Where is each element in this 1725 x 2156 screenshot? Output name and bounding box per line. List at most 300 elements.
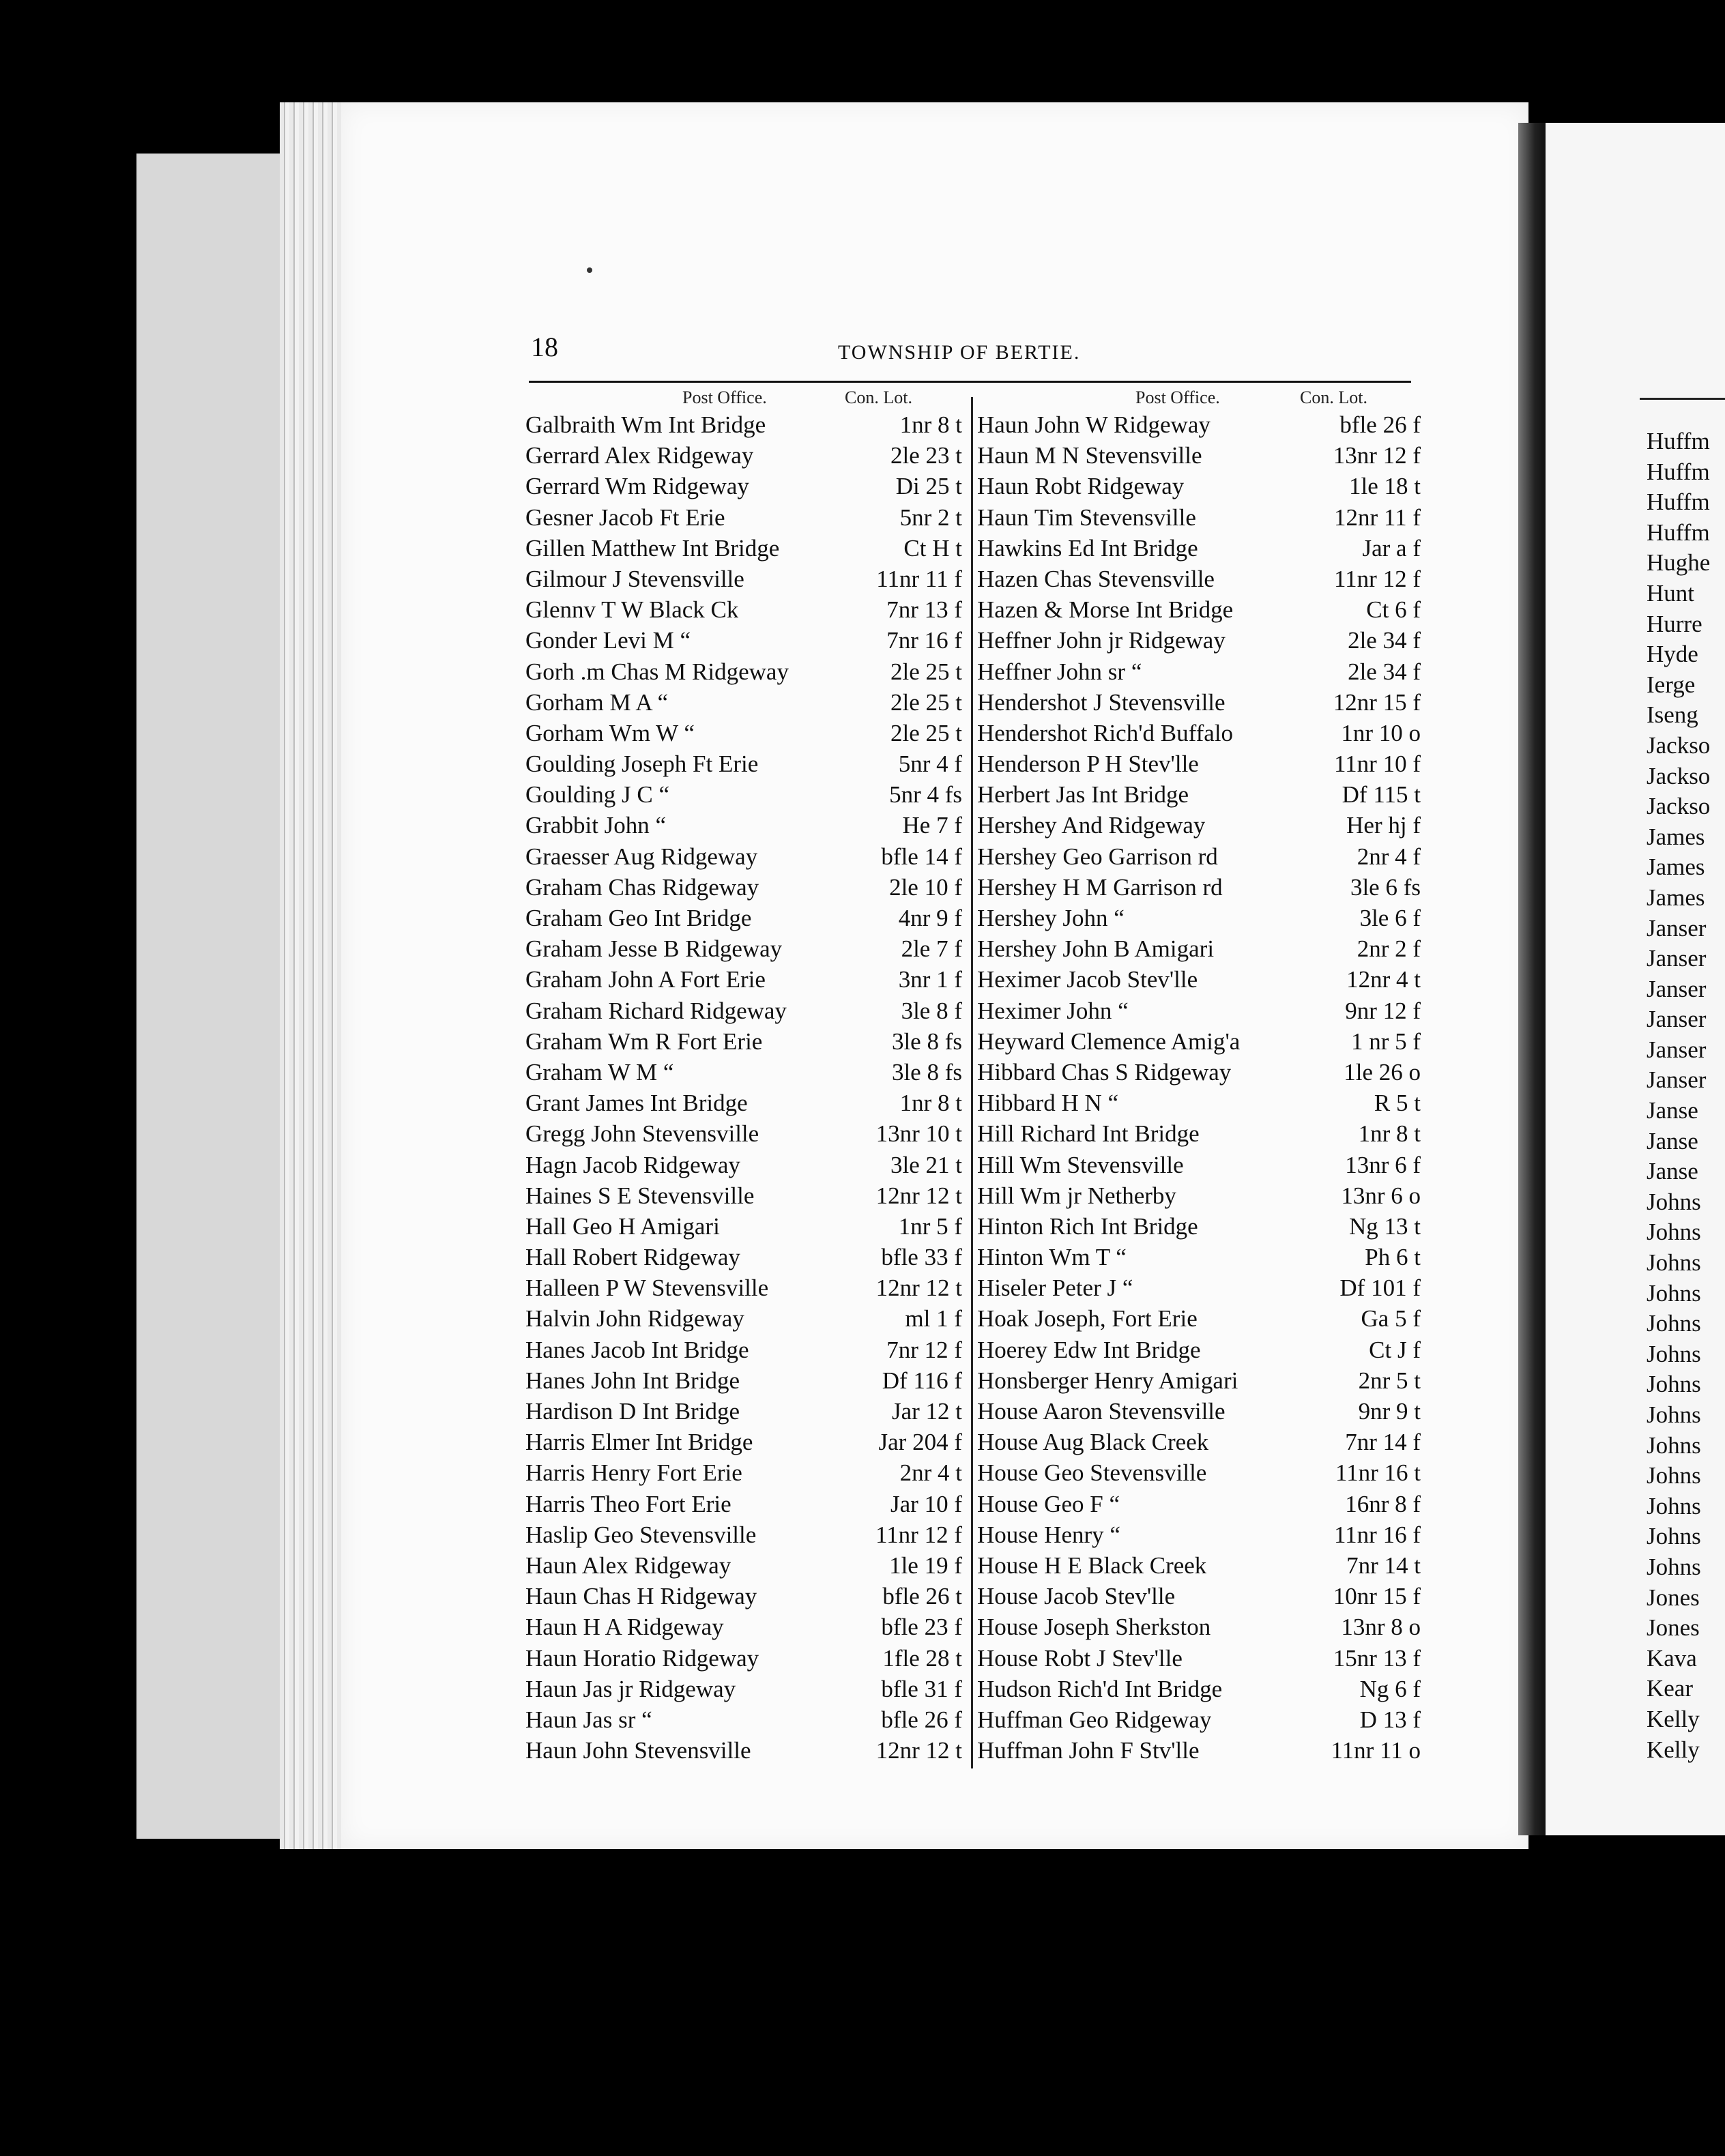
- adjacent-page-rule: [1640, 398, 1725, 400]
- adjacent-page-names: [1647, 426, 1710, 1765]
- entry-con-lot: 1le 18 t: [1349, 473, 1421, 500]
- adjacent-page-name-fragment: Huffm: [1647, 489, 1710, 516]
- entry-name-post-office: House Robt J Stev'lle: [977, 1644, 1183, 1672]
- directory-entry: [525, 1735, 962, 1766]
- entry-name-post-office: Hibbard H N “: [977, 1090, 1119, 1117]
- entry-con-lot: Ng 13 t: [1349, 1212, 1421, 1240]
- directory-entry: [525, 471, 962, 501]
- entry-con-lot: 3le 8 fs: [891, 1028, 962, 1055]
- adjacent-page-name-fragment: Huffm: [1647, 458, 1710, 485]
- entry-con-lot: 2le 23 t: [890, 442, 962, 469]
- entry-con-lot: ml 1 f: [905, 1305, 962, 1332]
- adjacent-page-name-fragment: Johns: [1647, 1249, 1701, 1277]
- entry-con-lot: 2nr 2 f: [1357, 935, 1421, 963]
- directory-entry: [525, 872, 962, 903]
- entry-con-lot: bfle 26 t: [882, 1583, 962, 1610]
- left-post-office-header: Post Office.: [682, 388, 767, 407]
- directory-entry: [977, 748, 1421, 779]
- entry-name-post-office: Halleen P W Stevensville: [525, 1274, 769, 1302]
- directory-entry: [977, 1272, 1421, 1303]
- entry-name-post-office: Gorham M A “: [525, 688, 669, 716]
- entry-name-post-office: Graham Wm R Fort Erie: [525, 1028, 763, 1055]
- entry-name-post-office: Hendershot Rich'd Buffalo: [977, 719, 1234, 746]
- entry-name-post-office: Gregg John Stevensville: [525, 1120, 759, 1148]
- entry-name-post-office: Hinton Rich Int Bridge: [977, 1212, 1198, 1240]
- entry-name-post-office: Gilmour J Stevensville: [525, 565, 744, 592]
- entry-name-post-office: Glennv T W Black Ck: [525, 596, 739, 624]
- entry-con-lot: 2le 7 f: [901, 935, 962, 963]
- entry-con-lot: 16nr 8 f: [1345, 1490, 1421, 1517]
- entry-con-lot: 1fle 28 t: [882, 1644, 962, 1672]
- adjacent-page-name-fragment: Johns: [1647, 1401, 1701, 1428]
- entry-name-post-office: Hershey John “: [977, 905, 1125, 931]
- entry-name-post-office: Harris Elmer Int Bridge: [525, 1429, 753, 1456]
- directory-entry: [525, 1150, 962, 1180]
- directory-entry: [525, 1211, 962, 1242]
- adjacent-page-name-fragment: Huffm: [1647, 519, 1710, 546]
- directory-entry: [977, 1581, 1421, 1612]
- directory-entry: [525, 1612, 962, 1642]
- entry-name-post-office: Herbert Jas Int Bridge: [977, 781, 1189, 808]
- entry-con-lot: bfle 14 f: [881, 843, 962, 870]
- adjacent-page-name-fragment: James: [1647, 823, 1705, 850]
- entry-con-lot: Df 101 f: [1339, 1274, 1421, 1302]
- entry-name-post-office: Hershey Geo Garrison rd: [977, 843, 1218, 870]
- entry-con-lot: 3le 6 f: [1359, 905, 1421, 931]
- entry-con-lot: Ng 6 f: [1359, 1675, 1421, 1702]
- directory-entry: [977, 1150, 1421, 1180]
- adjacent-page-name-fragment: Johns: [1647, 1553, 1701, 1580]
- entry-name-post-office: Haun Alex Ridgeway: [525, 1552, 731, 1579]
- entry-con-lot: 2nr 4 f: [1357, 843, 1421, 870]
- entry-name-post-office: Graham W M “: [525, 1058, 674, 1086]
- adjacent-page-name-fragment: Hyde: [1647, 641, 1698, 668]
- adjacent-page-name-fragment: Huffm: [1647, 428, 1710, 454]
- entry-name-post-office: Graham Geo Int Bridge: [525, 905, 752, 931]
- directory-entry: [977, 594, 1421, 625]
- entry-con-lot: bfle 31 f: [881, 1675, 962, 1702]
- adjacent-page-name-fragment: Jones: [1647, 1614, 1700, 1642]
- entry-con-lot: 1le 26 o: [1344, 1058, 1421, 1086]
- directory-entry: [977, 687, 1421, 718]
- entry-con-lot: 13nr 6 o: [1341, 1182, 1421, 1209]
- adjacent-page-name-fragment: Johns: [1647, 1371, 1701, 1398]
- entry-con-lot: 3le 8 f: [901, 997, 962, 1024]
- entry-con-lot: 12nr 12 t: [875, 1274, 962, 1302]
- entry-con-lot: D 13 f: [1359, 1706, 1421, 1733]
- directory-entry: [977, 1335, 1421, 1365]
- directory-entry: [525, 1335, 962, 1365]
- entry-name-post-office: Hinton Wm T “: [977, 1244, 1127, 1271]
- entry-name-post-office: Gorh .m Chas M Ridgeway: [525, 658, 789, 685]
- adjacent-page-name-fragment: Kear: [1647, 1675, 1694, 1702]
- entry-con-lot: R 5 t: [1374, 1090, 1421, 1117]
- directory-entry: [977, 656, 1421, 687]
- entry-con-lot: 1nr 10 o: [1341, 719, 1421, 746]
- directory-entry: [525, 933, 962, 964]
- adjacent-page-name-fragment: Janser: [1647, 914, 1707, 942]
- entry-con-lot: 1le 19 f: [889, 1552, 962, 1579]
- directory-entry: [977, 1057, 1421, 1088]
- directory-entry: [525, 1303, 962, 1334]
- directory-entry: [525, 779, 962, 810]
- entry-name-post-office: Huffman Geo Ridgeway: [977, 1706, 1212, 1733]
- directory-entry: [977, 841, 1421, 872]
- directory-entry: [525, 1180, 962, 1211]
- entry-name-post-office: Heximer Jacob Stev'lle: [977, 966, 1198, 993]
- entry-name-post-office: Hershey John B Amigari: [977, 935, 1215, 963]
- entry-name-post-office: Goulding J C “: [525, 781, 669, 808]
- scanner-backboard: [136, 154, 300, 1839]
- adjacent-page-name-fragment: James: [1647, 884, 1705, 911]
- directory-entry: [977, 1242, 1421, 1272]
- adjacent-page-name-fragment: Hughe: [1647, 549, 1711, 577]
- directory-entry: [525, 409, 962, 440]
- entry-name-post-office: Hershey And Ridgeway: [977, 812, 1206, 839]
- directory-entry: [977, 1612, 1421, 1642]
- entry-con-lot: 11nr 16 f: [1333, 1521, 1421, 1548]
- directory-entry: [977, 964, 1421, 995]
- entry-name-post-office: House Geo Stevensville: [977, 1459, 1207, 1487]
- entry-name-post-office: Haun John Stevensville: [525, 1737, 751, 1764]
- entry-name-post-office: Haines S E Stevensville: [525, 1182, 755, 1209]
- directory-entry: [977, 502, 1421, 533]
- entry-con-lot: 2le 34 f: [1348, 627, 1421, 654]
- entry-con-lot: 12nr 11 f: [1333, 504, 1421, 531]
- adjacent-page-name-fragment: Johns: [1647, 1523, 1701, 1550]
- adjacent-page-name-fragment: Iseng: [1647, 701, 1698, 729]
- adjacent-page-name-fragment: Kelly: [1647, 1705, 1700, 1732]
- directory-entry: [525, 748, 962, 779]
- entry-name-post-office: House Geo F “: [977, 1490, 1120, 1517]
- left-directory-column: [525, 409, 962, 1766]
- entry-con-lot: Ct H t: [903, 534, 962, 562]
- directory-entry: [525, 1550, 962, 1581]
- adjacent-page-name-fragment: Jones: [1647, 1584, 1700, 1611]
- entry-name-post-office: Graham Richard Ridgeway: [525, 997, 787, 1024]
- entry-name-post-office: House Aug Black Creek: [977, 1429, 1209, 1456]
- adjacent-page-name-fragment: Janse: [1647, 1097, 1698, 1124]
- directory-entry: [977, 1026, 1421, 1057]
- entry-con-lot: Ct J f: [1369, 1336, 1421, 1363]
- adjacent-page-name-fragment: Johns: [1647, 1431, 1701, 1459]
- entry-name-post-office: Hershey H M Garrison rd: [977, 873, 1223, 901]
- entry-name-post-office: Heffner John sr “: [977, 658, 1142, 685]
- adjacent-page-name-fragment: Johns: [1647, 1462, 1701, 1489]
- adjacent-page-name-fragment: Jackso: [1647, 762, 1711, 789]
- adjacent-page-name-fragment: Hunt: [1647, 579, 1694, 607]
- entry-name-post-office: Hawkins Ed Int Bridge: [977, 534, 1198, 562]
- entry-name-post-office: Galbraith Wm Int Bridge: [525, 411, 766, 438]
- directory-entry: [977, 810, 1421, 841]
- entry-name-post-office: Gerrard Alex Ridgeway: [525, 442, 754, 469]
- entry-con-lot: 2le 10 f: [889, 873, 962, 901]
- entry-name-post-office: Hudson Rich'd Int Bridge: [977, 1675, 1223, 1702]
- adjacent-page-name-fragment: Johns: [1647, 1188, 1701, 1215]
- entry-con-lot: 1nr 8 t: [899, 1090, 962, 1117]
- entry-con-lot: Df 115 t: [1342, 781, 1421, 808]
- entry-con-lot: He 7 f: [902, 812, 962, 839]
- entry-con-lot: 2le 34 f: [1348, 658, 1421, 685]
- directory-entry: [525, 1396, 962, 1427]
- entry-name-post-office: Hill Wm jr Netherby: [977, 1182, 1176, 1209]
- adjacent-page-name-fragment: Janse: [1647, 1127, 1698, 1154]
- directory-entry: [977, 564, 1421, 594]
- entry-con-lot: 2nr 5 t: [1358, 1367, 1421, 1394]
- entry-name-post-office: Heffner John jr Ridgeway: [977, 627, 1226, 654]
- entry-con-lot: 3le 6 fs: [1350, 873, 1421, 901]
- entry-name-post-office: Harris Henry Fort Erie: [525, 1459, 742, 1487]
- page-number: 18: [531, 332, 558, 362]
- entry-con-lot: Her hj f: [1346, 812, 1421, 839]
- entry-con-lot: 11nr 11 o: [1331, 1737, 1421, 1764]
- adjacent-page-name-fragment: Janser: [1647, 945, 1707, 972]
- directory-entry: [525, 1272, 962, 1303]
- entry-name-post-office: Hoerey Edw Int Bridge: [977, 1336, 1201, 1363]
- adjacent-page-name-fragment: Johns: [1647, 1219, 1701, 1246]
- directory-entry: [525, 1643, 962, 1674]
- entry-con-lot: Df 116 f: [882, 1367, 962, 1394]
- directory-entry: [977, 1643, 1421, 1674]
- adjacent-page-name-fragment: Jackso: [1647, 731, 1711, 759]
- entry-con-lot: 5nr 4 fs: [889, 781, 962, 808]
- adjacent-page-name-fragment: Johns: [1647, 1492, 1701, 1519]
- directory-entry: [977, 1180, 1421, 1211]
- entry-con-lot: 1nr 8 t: [1358, 1120, 1421, 1148]
- entry-name-post-office: Hall Geo H Amigari: [525, 1212, 720, 1240]
- entry-name-post-office: Gillen Matthew Int Bridge: [525, 534, 780, 562]
- directory-entry: [977, 1489, 1421, 1519]
- book-gutter: [1518, 123, 1546, 1835]
- entry-name-post-office: Haun Jas sr “: [525, 1706, 652, 1733]
- directory-entry: [525, 687, 962, 718]
- directory-entry: [525, 533, 962, 564]
- entry-name-post-office: Haun John W Ridgeway: [977, 411, 1211, 438]
- header-rule: [529, 381, 1411, 383]
- directory-entry: [525, 903, 962, 933]
- directory-entry: [977, 1735, 1421, 1766]
- entry-name-post-office: House Jacob Stev'lle: [977, 1583, 1176, 1610]
- entry-con-lot: Ga 5 f: [1361, 1305, 1421, 1332]
- entry-name-post-office: Hibbard Chas S Ridgeway: [977, 1058, 1232, 1086]
- directory-entry: [525, 1581, 962, 1612]
- adjacent-page-name-fragment: Janser: [1647, 975, 1707, 1002]
- directory-entry: [977, 718, 1421, 748]
- entry-con-lot: 2nr 4 t: [899, 1459, 962, 1487]
- entry-con-lot: 4nr 9 f: [898, 905, 962, 931]
- directory-entry: [977, 1519, 1421, 1550]
- entry-name-post-office: Grant James Int Bridge: [525, 1090, 748, 1117]
- directory-entry: [525, 564, 962, 594]
- directory-entry: [525, 440, 962, 471]
- entry-name-post-office: Hazen & Morse Int Bridge: [977, 596, 1234, 624]
- adjacent-page-name-fragment: Janser: [1647, 1036, 1707, 1063]
- directory-entry: [525, 810, 962, 841]
- entry-name-post-office: Hiseler Peter J “: [977, 1274, 1133, 1302]
- adjacent-page-name-fragment: Ierge: [1647, 671, 1696, 698]
- adjacent-page-name-fragment: Jackso: [1647, 793, 1711, 820]
- entry-name-post-office: Haun Robt Ridgeway: [977, 473, 1185, 500]
- entry-name-post-office: Honsberger Henry Amigari: [977, 1367, 1238, 1394]
- entry-con-lot: bfle 23 f: [881, 1614, 962, 1641]
- entry-name-post-office: House Joseph Sherkston: [977, 1614, 1211, 1641]
- entry-con-lot: Di 25 t: [895, 473, 962, 500]
- adjacent-page-name-fragment: Johns: [1647, 1279, 1701, 1307]
- entry-con-lot: 2le 25 t: [890, 658, 962, 685]
- directory-entry: [525, 964, 962, 995]
- directory-entry: [977, 1674, 1421, 1704]
- entry-con-lot: Jar 204 f: [878, 1429, 962, 1456]
- page-title: TOWNSHIP OF BERTIE.: [838, 341, 1081, 364]
- entry-name-post-office: Haun Tim Stevensville: [977, 504, 1196, 531]
- directory-entry: [977, 903, 1421, 933]
- entry-con-lot: 3le 21 t: [890, 1151, 962, 1178]
- directory-entry: [525, 995, 962, 1026]
- directory-entry: [525, 1242, 962, 1272]
- right-con-lot-header: Con. Lot.: [1300, 388, 1367, 407]
- directory-entry: [977, 533, 1421, 564]
- directory-entry: [977, 1088, 1421, 1118]
- entry-name-post-office: Grabbit John “: [525, 812, 667, 839]
- entry-con-lot: 12nr 12 t: [875, 1182, 962, 1209]
- directory-entry: [977, 1704, 1421, 1735]
- directory-entry: [977, 440, 1421, 471]
- entry-name-post-office: Graesser Aug Ridgeway: [525, 843, 758, 870]
- entry-con-lot: 7nr 14 f: [1345, 1429, 1421, 1456]
- entry-con-lot: bfle 33 f: [881, 1244, 962, 1271]
- entry-name-post-office: Graham Chas Ridgeway: [525, 873, 759, 901]
- entry-con-lot: 7nr 14 t: [1346, 1552, 1421, 1579]
- entry-name-post-office: Haun Horatio Ridgeway: [525, 1644, 759, 1672]
- entry-con-lot: 5nr 2 t: [899, 504, 962, 531]
- entry-name-post-office: Hoak Joseph, Fort Erie: [977, 1305, 1198, 1332]
- entry-con-lot: 2le 25 t: [890, 719, 962, 746]
- entry-con-lot: Ph 6 t: [1365, 1244, 1421, 1271]
- entry-con-lot: 5nr 4 f: [898, 751, 962, 778]
- directory-entry: [525, 1365, 962, 1396]
- directory-entry: [525, 1026, 962, 1057]
- entry-con-lot: 3le 8 fs: [891, 1058, 962, 1086]
- entry-con-lot: 7nr 16 f: [886, 627, 962, 654]
- entry-con-lot: 11nr 11 f: [876, 565, 962, 592]
- entry-name-post-office: Graham Jesse B Ridgeway: [525, 935, 783, 963]
- directory-entry: [977, 995, 1421, 1026]
- adjacent-page-name-fragment: Kava: [1647, 1644, 1697, 1672]
- entry-con-lot: 11nr 16 t: [1335, 1459, 1421, 1487]
- directory-entry: [977, 872, 1421, 903]
- directory-entry: [977, 1396, 1421, 1427]
- entry-con-lot: 9nr 12 f: [1345, 997, 1421, 1024]
- entry-name-post-office: Gerrard Wm Ridgeway: [525, 473, 749, 500]
- directory-entry: [525, 1457, 962, 1488]
- entry-name-post-office: Haun H A Ridgeway: [525, 1614, 724, 1641]
- entry-con-lot: 11nr 12 f: [875, 1521, 962, 1548]
- entry-con-lot: bfle 26 f: [881, 1706, 962, 1733]
- entry-con-lot: 1nr 8 t: [899, 411, 962, 438]
- directory-entry: [525, 718, 962, 748]
- entry-name-post-office: Hagn Jacob Ridgeway: [525, 1151, 740, 1178]
- directory-entry: [977, 779, 1421, 810]
- entry-con-lot: 9nr 9 t: [1358, 1398, 1421, 1425]
- directory-entry: [977, 1427, 1421, 1457]
- entry-name-post-office: Gesner Jacob Ft Erie: [525, 504, 725, 531]
- entry-name-post-office: Heyward Clemence Amig'a: [977, 1028, 1241, 1055]
- entry-con-lot: 1 nr 5 f: [1350, 1028, 1421, 1055]
- adjacent-page-name-fragment: Kelly: [1647, 1736, 1700, 1763]
- adjacent-page-name-fragment: Hurre: [1647, 610, 1702, 637]
- directory-entry: [977, 1550, 1421, 1581]
- directory-entry: [977, 933, 1421, 964]
- entry-name-post-office: Gonder Levi M “: [525, 627, 691, 654]
- adjacent-page: [1546, 123, 1725, 1835]
- directory-entry: [525, 1519, 962, 1550]
- entry-name-post-office: House Aaron Stevensville: [977, 1398, 1226, 1425]
- directory-entry: [525, 594, 962, 625]
- entry-con-lot: 13nr 8 o: [1341, 1614, 1421, 1641]
- directory-entry: [525, 1704, 962, 1735]
- entry-name-post-office: House H E Black Creek: [977, 1552, 1207, 1579]
- entry-name-post-office: Hanes John Int Bridge: [525, 1367, 740, 1394]
- page-speck: [587, 267, 592, 273]
- directory-entry: [525, 1427, 962, 1457]
- directory-entry: [525, 1057, 962, 1088]
- entry-name-post-office: Hall Robert Ridgeway: [525, 1244, 740, 1271]
- entry-name-post-office: Henderson P H Stev'lle: [977, 751, 1199, 778]
- adjacent-page-name-fragment: Janser: [1647, 1006, 1707, 1033]
- entry-con-lot: 13nr 6 f: [1345, 1151, 1421, 1178]
- entry-con-lot: 3nr 1 f: [898, 966, 962, 993]
- directory-entry: [525, 1489, 962, 1519]
- entry-name-post-office: Halvin John Ridgeway: [525, 1305, 744, 1332]
- directory-entry: [977, 1211, 1421, 1242]
- entry-con-lot: Ct 6 f: [1366, 596, 1421, 624]
- entry-con-lot: 12nr 12 t: [875, 1737, 962, 1764]
- right-post-office-header: Post Office.: [1135, 388, 1220, 407]
- entry-con-lot: 13nr 10 t: [875, 1120, 962, 1148]
- directory-entry: [977, 409, 1421, 440]
- directory-entry: [977, 471, 1421, 501]
- directory-entry: [525, 625, 962, 656]
- adjacent-page-name-fragment: Janse: [1647, 1158, 1698, 1185]
- column-divider: [971, 397, 973, 1768]
- entry-con-lot: 12nr 4 t: [1346, 966, 1421, 993]
- directory-entry: [977, 1457, 1421, 1488]
- entry-con-lot: 2le 25 t: [890, 688, 962, 716]
- entry-name-post-office: Graham John A Fort Erie: [525, 966, 766, 993]
- entry-con-lot: 11nr 12 f: [1333, 565, 1421, 592]
- entry-name-post-office: Haun Jas jr Ridgeway: [525, 1675, 736, 1702]
- directory-entry: [977, 1303, 1421, 1334]
- entry-name-post-office: Huffman John F Stv'lle: [977, 1737, 1200, 1764]
- entry-name-post-office: House Henry “: [977, 1521, 1120, 1548]
- right-directory-column: [977, 409, 1421, 1766]
- adjacent-page-name-fragment: Janser: [1647, 1066, 1707, 1094]
- directory-entry: [525, 656, 962, 687]
- entry-con-lot: 13nr 12 f: [1333, 442, 1421, 469]
- left-con-lot-header: Con. Lot.: [845, 388, 912, 407]
- directory-entry: [977, 1118, 1421, 1149]
- entry-name-post-office: Haun M N Stevensville: [977, 442, 1202, 469]
- entry-name-post-office: Haslip Geo Stevensville: [525, 1521, 757, 1548]
- entry-con-lot: 7nr 12 f: [886, 1336, 962, 1363]
- directory-entry: [525, 1088, 962, 1118]
- entry-name-post-office: Harris Theo Fort Erie: [525, 1490, 731, 1517]
- directory-entry: [525, 1118, 962, 1149]
- adjacent-page-name-fragment: James: [1647, 854, 1705, 881]
- entry-con-lot: 11nr 10 f: [1333, 751, 1421, 778]
- directory-entry: [977, 625, 1421, 656]
- entry-con-lot: 12nr 15 f: [1333, 688, 1421, 716]
